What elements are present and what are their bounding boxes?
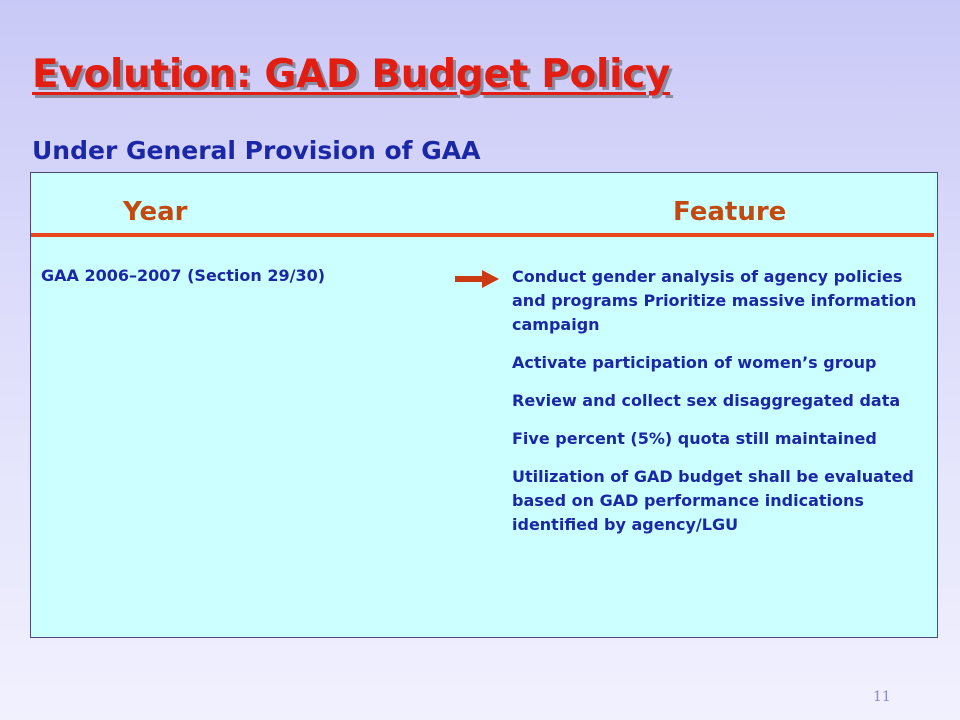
page-number: 11 [873,689,891,705]
slide-title: Evolution: GAD Budget Policy [32,52,671,97]
header-divider [31,233,934,237]
year-cell: GAA 2006–2007 (Section 29/30) [41,266,326,285]
feature-column-header: Feature [673,197,787,227]
feature-item: Utilization of GAD budget shall be evaluated based on GAD performance indications identified by agency/LGU [512,467,914,534]
right-arrow-icon [455,269,499,289]
slide-subtitle: Under General Provision of GAA [32,136,481,165]
feature-item: Five percent (5%) quota still maintained [512,429,877,448]
year-column-header: Year [123,197,188,227]
feature-item: Activate participation of women’s group [512,353,877,372]
policy-table [30,172,938,638]
feature-list [512,265,932,551]
feature-item: Conduct gender analysis of agency policies and programs Prioritize massive information campaign [512,267,917,334]
feature-item: Review and collect sex disaggregated data [512,391,901,410]
